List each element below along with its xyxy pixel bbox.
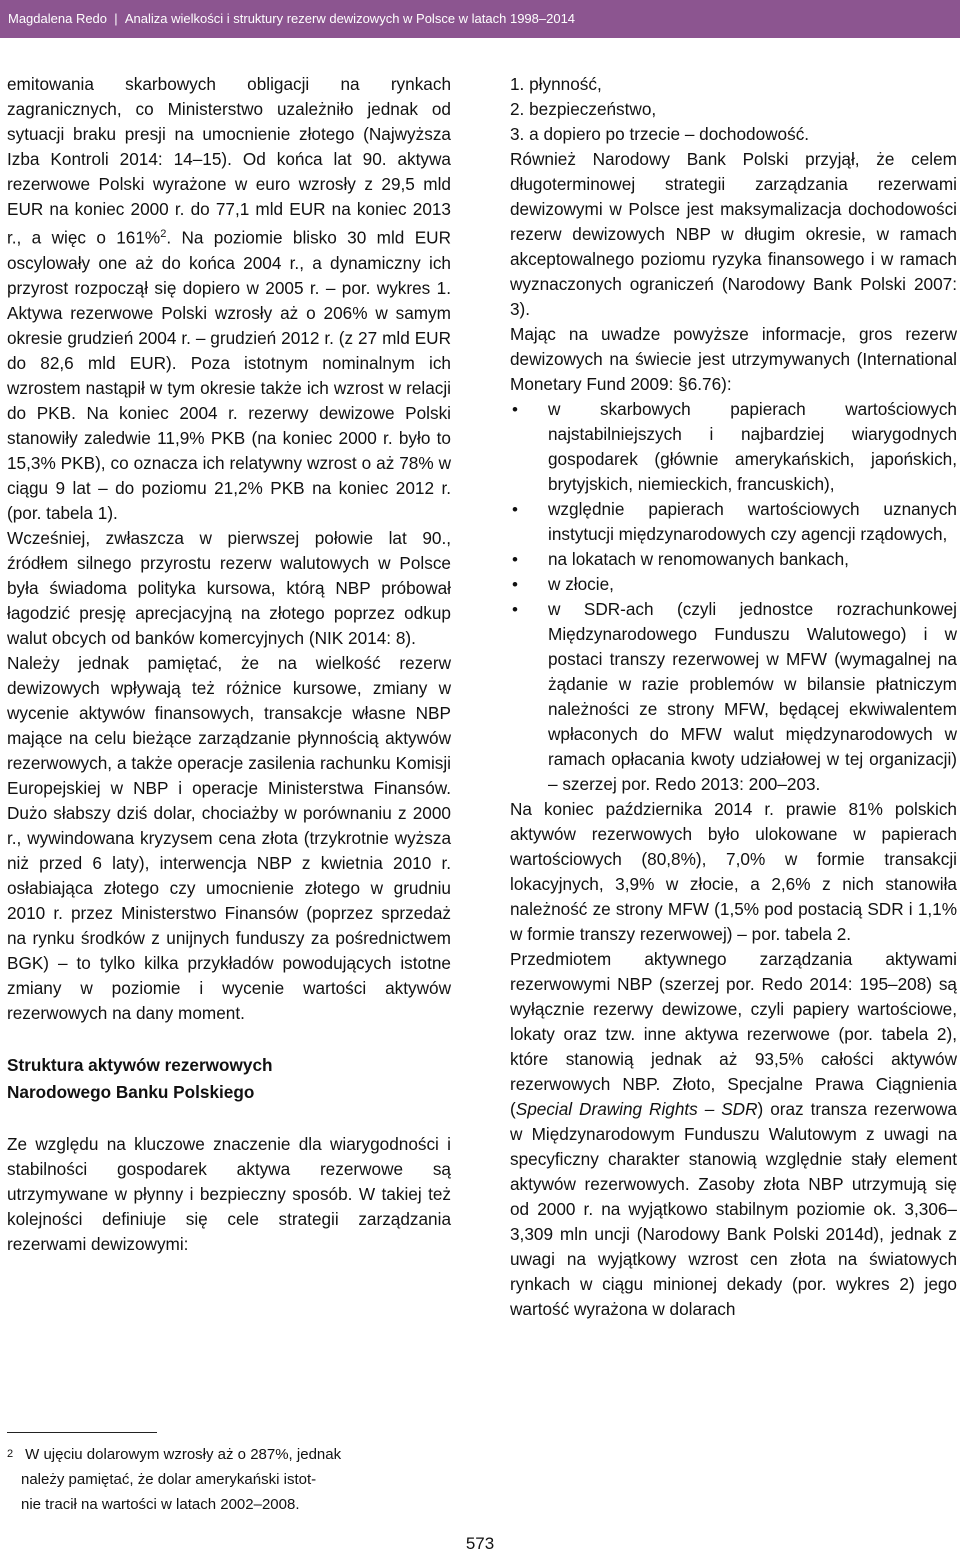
list-item: 3. a dopiero po trzecie – dochodowość. (510, 124, 810, 144)
list-item: • w złocie, (510, 572, 957, 597)
paragraph: Wcześniej, zwłaszcza w pierwszej połowie lat 90., źródłem silnego przyrostu rezerw walutowych w Polsce była świadoma polityka kursowa, którą NBP próbował łagodzić presję aprecjacyjną na złotego poprzez odkup walut obcych od banków komercyjnych (NIK 2014: 8). (7, 527, 451, 648)
bullet-icon: • (512, 500, 518, 519)
paragraph: Przedmiotem aktywnego zarządzania aktywami rezerwowymi NBP (szerzej por. Redo 2014: 195–208) są wyłącznie rezerwy dewizowe, czyli papiery wartościowe, lokaty oraz tzw. inne aktywa rezerwowe (por. tabela 2), które stanowią jednak aż 93,5% całości aktywów rezerwowych NBP. Złoto, Specjalne Prawa Ciągnienia (Special Drawing Rights – SDR) oraz transza rezerwowa w Międzynarodowym Funduszu Walutowym z uwagi na specyficzny charakter stanowią względnie stały element aktywów rezerwowych. Zasoby złota NBP utrzymują się od 2000 r. na wyjątkowo stabilnym poziomie ok. 3,306–3,309 mln uncji (Narodowy Bank Polski 2014d), jednak z uwagi na wyjątkowy wzrost cen złota na światowych rynkach w ciągu minionej dekady (por. wykres 2) jego wartość wyrażona w dolarach (510, 949, 957, 1319)
header-separator: | (114, 11, 118, 26)
header-title: Analiza wielkości i struktury rezerw dewizowych w Polsce w latach 1998–2014 (124, 11, 576, 26)
list-item: • na lokatach w renomowanych bankach, (510, 547, 957, 572)
footnote-number: 2 (7, 1448, 14, 1460)
list-item: • w SDR-ach (czyli jednostce rozrachunkowej Międzynarodowego Funduszu Walutowego) i w postaci transzy rezerwowej w MFW (wymagalnej na żądanie w razie problemów w bilansie płatniczym należności ze strony MFW, będącej ekwiwalentem wpłaconych do MFW walut międzynarodowych w ramach opłacania kwoty udziałowej w tej organizacji) – szerzej por. Redo 2013: 200–203. (512, 599, 957, 794)
bullet-icon: • (512, 575, 518, 594)
paragraph: Również Narodowy Bank Polski przyjął, że celem długoterminowej strategii zarządzania rezerwami dewizowymi w Polsce jest maksymalizacja dochodowości rezerw dewizowych NBP w długim okresie, w ramach akceptowalnego poziomu ryzyka finansowego i w ramach wyznaczonych ograniczeń (Narodowy Bank Polski 2007: 3). (510, 149, 957, 319)
list-item: • względnie papierach wartościowych uznanych instytucji międzynarodowych czy agencji rządowych, (512, 499, 957, 544)
left-column (7, 72, 451, 1257)
running-header (0, 0, 960, 38)
paragraph: Należy jednak pamiętać, że na wielkość rezerw dewizowych wpływają też różnice kursowe, zmiany w wycenie aktywów finansowych, transakcje własne NBP mające na celu bieżące zarządzanie płynnością aktywów rezerwowych, a także operacje zasilenia rachunku Komisji Europejskiej w NBP i operacje Ministerstwa Finansów. Dużo słabszy dziś dolar, chociażby w porównaniu z 2000 r., wywindowana kryzysem cena złota (trzykrotnie wyższa niż przed 6 laty), interwencja NBP z kwietnia 2010 r. osłabiająca złotego czy umocnienie złotego w grudniu 2010 r. przez Ministerstwo Finansów (poprzez sprzedaż na rynku środków z unijnych funduszy za pośrednictwem BGK) – to tylko kilka przykładów powodujących istotne zmiany w poziomie i wycenie wartości aktywów rezerwowych na dany moment. (7, 652, 451, 1023)
list-item: • w skarbowych papierach wartościowych najstabilniejszych i najbardziej wiarygodnych gospodarek (głównie amerykańskich, japońskich, brytyjskich, niemieckich, francuskich), (512, 399, 957, 494)
paragraph: Mając na uwadze powyższe informacje, gros rezerw dewizowych na świecie jest utrzymywanych (International Monetary Fund 2009: §6.76): (510, 324, 957, 394)
paragraph: Na koniec października 2014 r. prawie 81% polskich aktywów rezerwowych było ulokowane w papierach wartościowych (80,8%), 7,0% w formie transakcji lokacyjnych, 3,9% w złocie, a 2,6% z nich stanowiła należność ze strony MFW (1,5% pod postacią SDR i 1,1% w formie transzy rezerwowej) – por. tabela 2. (510, 799, 957, 944)
bullet-list (510, 397, 957, 797)
section-heading: Struktura aktywów rezerwowych Narodowego Banku Polskiego (7, 1054, 273, 1102)
footnote: $^2$ W ujęciu dolarowym wzrosły aż o 287%, jednak należy pamiętać, że dolar amerykański istot- nie tracił na wartości w latach 2002–2008. (7, 1446, 342, 1513)
header-author: Magdalena Redo (8, 11, 108, 26)
numbered-list (510, 72, 957, 147)
footnote-ref[interactable]: 2 (160, 228, 167, 240)
bullet-icon: • (512, 600, 518, 619)
paragraph: emitowania skarbowych obligacji na rynkach zagranicznych, co Ministerstwo uzależniło jednak od sytuacji braku presji na umocnienie złotego (Najwyższa Izba Kontroli 2014: 14–15). Od końca lat 90. aktywa rezerwowe Polski wyrażone w euro wzrosły z 29,5 mld EUR na koniec 2000 r. do 77,1 mld EUR na koniec 2013 r., a więc o 161%$^2$. Na poziomie blisko 30 mld EUR oscylowały one aż do końca 2004 r., a dynamiczny ich przyrost rozpoczął się dopiero w 2005 r. – por. wykres 1. Aktywa rezerwowe Polski wzrosły aż o 206% w samym okresie grudzień 2004 r. – grudzień 2012 r. (z 27 mld EUR do 82,6 mld EUR). Poza istotnym nominalnym ich wzrostem nastąpił w tym okresie także ich wzrost w relacji do PKB. Na koniec 2004 r. rezerwy dewizowe Polski stanowiły zaledwie 11,9% PKB (na koniec 2000 r. było to 15,3% PKB), co oznacza ich relatywny wzrost o aż 78% w ciągu 9 lat – do poziomu 21,2% PKB na koniec 2012 r. (por. tabela 1). (7, 74, 451, 523)
right-column (510, 72, 957, 1322)
footnote-divider (7, 1432, 157, 1433)
list-item: 1. płynność, (510, 74, 602, 94)
page-number: 573 (465, 1534, 495, 1553)
paragraph: Ze względu na kluczowe znaczenie dla wiarygodności i stabilności gospodarek aktywa rezerwowe są utrzymywane w płynny i bezpieczny sposób. W takiej też kolejności definiuje się cele strategii zarządzania rezerwami dewizowymi: (7, 1133, 451, 1254)
list-item: 2. bezpieczeństwo, (510, 99, 657, 119)
bullet-icon: • (512, 400, 518, 419)
bullet-icon: • (512, 550, 518, 569)
